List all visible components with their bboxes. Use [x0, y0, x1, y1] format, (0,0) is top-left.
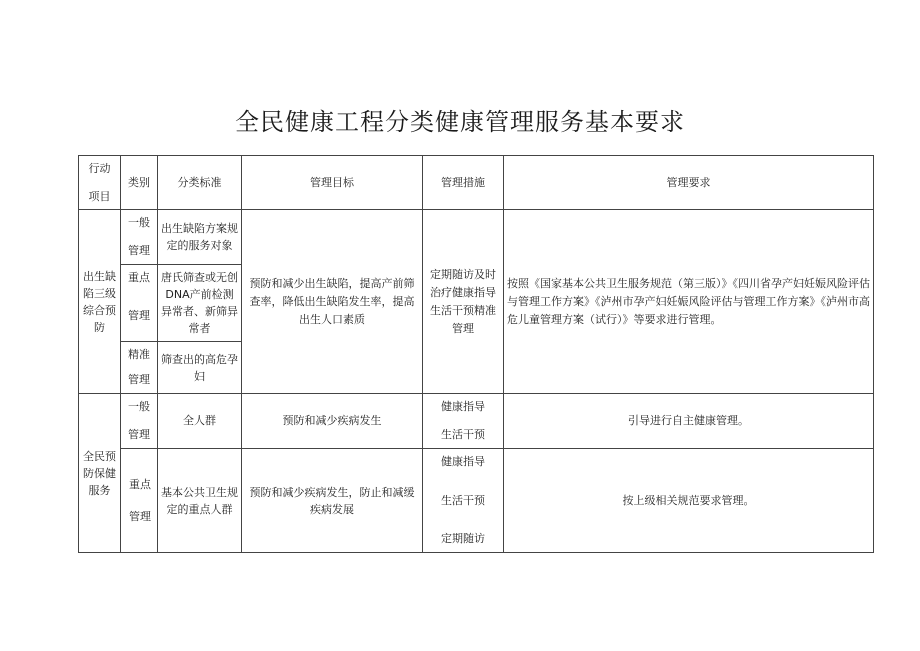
table-header-row: [79, 156, 874, 210]
table-row: [79, 449, 874, 553]
category-line1: 精准: [128, 348, 150, 361]
table-row: [79, 394, 874, 449]
category-line1: 一般: [128, 216, 150, 229]
header-action-cell: [79, 156, 121, 210]
category-line1: 重点: [128, 271, 150, 284]
criteria-cell: 基本公共卫生规定的重点人群: [158, 449, 242, 553]
requirements-cell: 引导进行自主健康管理。: [504, 394, 874, 449]
action-item-cell: 全民预防保健服务: [79, 394, 121, 553]
header-measures: 管理措施: [423, 156, 504, 210]
table-row: [79, 210, 874, 265]
measures-cell: [423, 394, 504, 449]
measures-cell: 定期随访及时治疗健康指导生活干预精准管理: [423, 210, 504, 394]
measure-item: 生活干预: [441, 493, 485, 507]
header-category: 类别: [121, 156, 158, 210]
header-criteria: 分类标准: [158, 156, 242, 210]
category-cell: [121, 265, 158, 342]
header-goal: 管理目标: [242, 156, 423, 210]
category-line2: 管理: [128, 373, 150, 386]
category-line1: 重点: [129, 477, 151, 491]
category-cell: [121, 449, 158, 553]
goal-cell: 预防和减少出生缺陷，提高产前筛查率，降低出生缺陷发生率，提高出生人口素质: [242, 210, 423, 394]
measure-item: 定期随访: [441, 532, 485, 545]
header-action-line2: 项目: [88, 189, 111, 203]
requirements-cell: 按照《国家基本公共卫生服务规范（第三版）》《四川省孕产妇妊娠风险评估与管理工作方案》《泸州市孕产妇妊娠风险评估与管理工作方案》《泸州市高危儿童管理方案（试行）》等要求进行管理。: [504, 210, 874, 394]
page-title: 全民健康工程分类健康管理服务基本要求: [235, 108, 685, 136]
category-line2: 管理: [128, 309, 150, 322]
requirements-table: [78, 155, 874, 553]
measures-cell: [423, 449, 504, 553]
header-requirements: 管理要求: [504, 156, 874, 210]
measure-item: 健康指导: [441, 455, 485, 468]
criteria-cell: 出生缺陷方案规定的服务对象: [158, 210, 242, 265]
category-line2: 管理: [129, 509, 151, 523]
requirements-cell: 按上级相关规范要求管理。: [504, 449, 874, 553]
category-line2: 管理: [128, 428, 150, 441]
measure-item: 健康指导: [441, 400, 485, 413]
criteria-cell: 全人群: [158, 394, 242, 449]
goal-cell: 预防和减少疾病发生: [242, 394, 423, 449]
goal-cell: 预防和减少疾病发生，防止和减缓疾病发展: [242, 449, 423, 553]
category-cell: [121, 342, 158, 394]
criteria-cell: 筛查出的高危孕妇: [158, 342, 242, 394]
action-item-cell: 出生缺陷三级综合预防: [79, 210, 121, 394]
category-line2: 管理: [128, 244, 150, 257]
header-action-line1: 行动: [88, 161, 111, 175]
category-cell: [121, 394, 158, 449]
category-cell: [121, 210, 158, 265]
category-line1: 一般: [128, 400, 150, 413]
criteria-cell: 唐氏筛查或无创DNA产前检测异常者、新筛异常者: [158, 265, 242, 342]
measure-item: 生活干预: [441, 428, 485, 441]
